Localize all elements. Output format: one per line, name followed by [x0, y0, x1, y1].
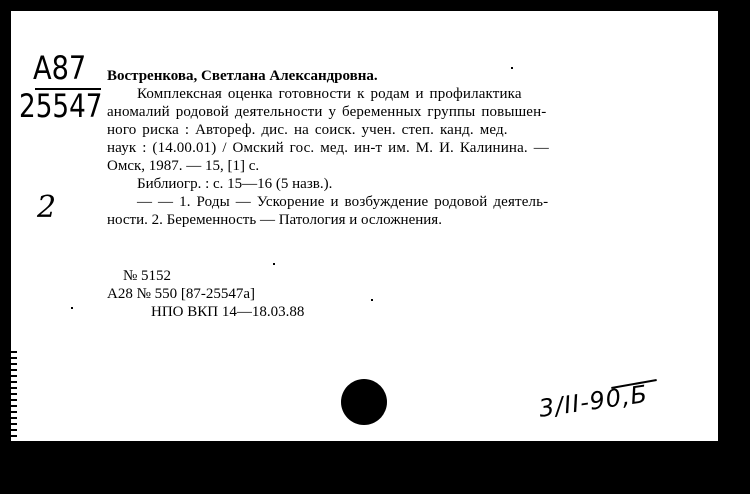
title-line-5: Омск, 1987. — 15, [1] с.	[107, 158, 260, 174]
call-number-top: А87	[33, 49, 87, 87]
margin-handwritten-mark: 2	[37, 190, 57, 225]
subjects-line-2: ности. 2. Беременность — Патология и осложнения.	[107, 212, 442, 228]
catalog-card	[11, 11, 718, 441]
shelf-mark: А28 № 550 [87-25547а]	[107, 286, 256, 302]
bibliographic-entry	[107, 67, 549, 229]
speck	[511, 67, 513, 69]
punched-hole	[341, 379, 387, 425]
author-heading: Востренкова, Светлана Александровна.	[107, 68, 378, 84]
speck	[273, 263, 275, 265]
card-metadata	[107, 267, 304, 321]
registry-stamp: НПО ВКП 14—18.03.88	[151, 304, 305, 320]
call-number-bottom: 25547	[19, 87, 103, 125]
title-line-1: Комплексная оценка готовности к родам и профилактика	[137, 86, 522, 102]
subjects-line-1: — — 1. Роды — Ускорение и возбуждение родовой деятель-	[137, 194, 549, 210]
speck	[371, 299, 373, 301]
title-line-4: наук : (14.00.01) / Омский гос. мед. ин-т им. М. И. Калинина. —	[107, 140, 549, 156]
card-number: № 5152	[123, 268, 172, 284]
bibliography-note: Библиогр. : с. 15—16 (5 назв.).	[137, 176, 333, 192]
title-line-2: аномалий родовой деятельности у беременных группы повышен-	[107, 104, 547, 120]
card-edge-perforation	[11, 351, 17, 441]
handwritten-note: 3/II-90,Б	[537, 379, 650, 423]
title-line-3: ного риска : Автореф. дис. на соиск. учен. степ. канд. мед.	[107, 122, 508, 138]
speck	[71, 307, 73, 309]
